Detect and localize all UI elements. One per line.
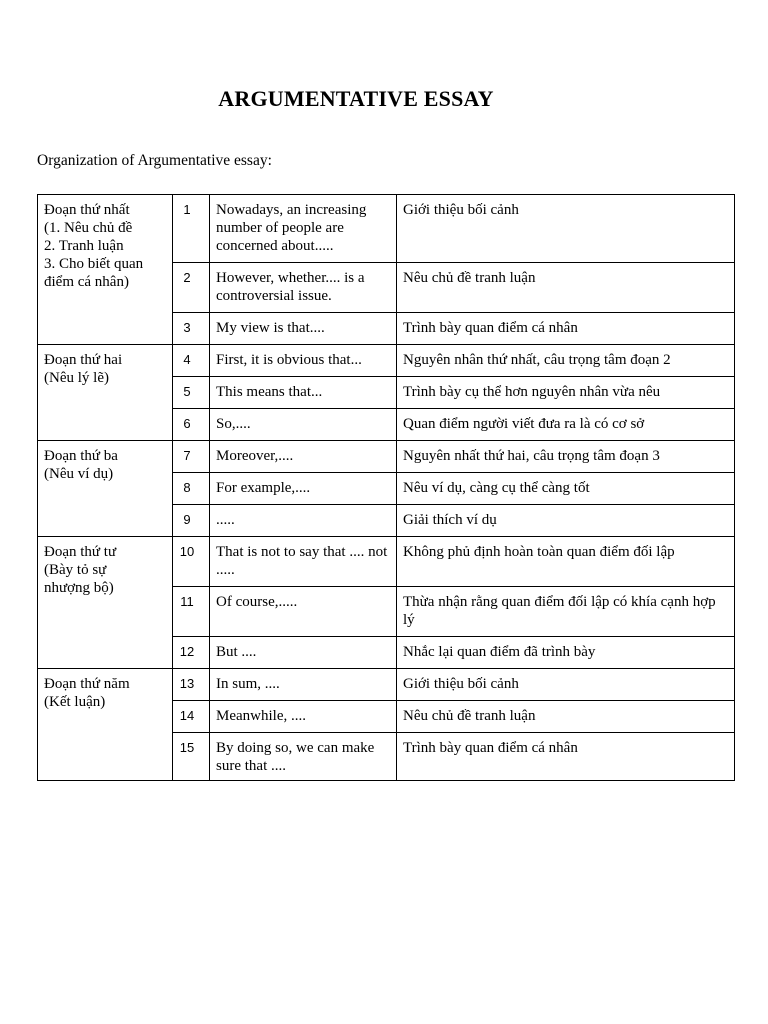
table-row [38, 669, 735, 701]
description-cell: Nêu ví dụ, càng cụ thể càng tốt [397, 473, 735, 505]
phrase-cell: For example,.... [210, 473, 397, 505]
description-cell: Giới thiệu bối cảnh [397, 195, 735, 263]
description-cell: Thừa nhận rằng quan điểm đối lập có khía cạnh hợp lý [397, 587, 735, 637]
section-label [38, 345, 173, 441]
row-number: 13 [173, 669, 210, 701]
description-cell: Nêu chủ đề tranh luận [397, 263, 735, 313]
description-cell: Nguyên nhất thứ hai, câu trọng tâm đoạn 3 [397, 441, 735, 473]
description-cell: Trình bày quan điểm cá nhân [397, 733, 735, 781]
description-cell: Giải thích ví dụ [397, 505, 735, 537]
table-row [38, 345, 735, 377]
phrase-cell: Of course,..... [210, 587, 397, 637]
description-cell: Giới thiệu bối cảnh [397, 669, 735, 701]
page-title: ARGUMENTATIVE ESSAY [218, 86, 494, 111]
section-label-line: Đoạn thứ ba [44, 448, 118, 464]
section-label-line: 3. Cho biết quan [44, 256, 144, 272]
row-number: 12 [173, 637, 210, 669]
row-number: 2 [173, 263, 210, 313]
document-subtitle: Organization of Argumentative essay: [37, 152, 272, 169]
description-cell: Trình bày cụ thể hơn nguyên nhân vừa nêu [397, 377, 735, 409]
section-label [38, 195, 173, 345]
section-label-line: Đoạn thứ năm [44, 676, 130, 692]
row-number: 15 [173, 733, 210, 781]
section-label [38, 669, 173, 781]
section-label-line: điểm cá nhân) [44, 274, 129, 290]
phrase-cell: My view is that.... [210, 313, 397, 345]
section-label-line: nhượng bộ) [44, 580, 114, 596]
description-cell: Nêu chủ đề tranh luận [397, 701, 735, 733]
row-number: 3 [173, 313, 210, 345]
section-label-line: (Nêu lý lẽ) [44, 370, 109, 386]
row-number: 11 [173, 587, 210, 637]
description-cell: Không phủ định hoàn toàn quan điểm đối lập [397, 537, 735, 587]
phrase-cell: Nowadays, an increasing number of people are concerned about..... [210, 195, 397, 263]
section-label-line: (Bày tỏ sự [44, 562, 107, 578]
row-number: 8 [173, 473, 210, 505]
phrase-cell: So,.... [210, 409, 397, 441]
phrase-cell: Meanwhile, .... [210, 701, 397, 733]
section-label-line: (Nêu ví dụ) [44, 466, 114, 482]
section-label-line: 2. Tranh luận [44, 238, 124, 254]
table-row [38, 537, 735, 587]
essay-structure-table [37, 194, 735, 781]
row-number: 5 [173, 377, 210, 409]
phrase-cell: However, whether.... is a controversial issue. [210, 263, 397, 313]
section-label [38, 441, 173, 537]
row-number: 7 [173, 441, 210, 473]
description-cell: Quan điểm người viết đưa ra là có cơ sở [397, 409, 735, 441]
phrase-cell: That is not to say that .... not ..... [210, 537, 397, 587]
description-cell: Nguyên nhân thứ nhất, câu trọng tâm đoạn 2 [397, 345, 735, 377]
description-cell: Nhắc lại quan điểm đã trình bày [397, 637, 735, 669]
phrase-cell: In sum, .... [210, 669, 397, 701]
row-number: 14 [173, 701, 210, 733]
section-label-line: (1. Nêu chủ đề [44, 220, 133, 236]
section-label-line: (Kết luận) [44, 694, 106, 710]
row-number: 6 [173, 409, 210, 441]
table-row [38, 441, 735, 473]
phrase-cell: By doing so, we can make sure that .... [210, 733, 397, 781]
section-label-line: Đoạn thứ nhất [44, 202, 130, 218]
phrase-cell: First, it is obvious that... [210, 345, 397, 377]
row-number: 1 [173, 195, 210, 263]
row-number: 10 [173, 537, 210, 587]
description-cell: Trình bày quan điểm cá nhân [397, 313, 735, 345]
section-label-line: Đoạn thứ hai [44, 352, 123, 368]
row-number: 9 [173, 505, 210, 537]
section-label-line: Đoạn thứ tư [44, 544, 117, 560]
phrase-cell: This means that... [210, 377, 397, 409]
phrase-cell: Moreover,.... [210, 441, 397, 473]
row-number: 4 [173, 345, 210, 377]
section-label [38, 537, 173, 669]
phrase-cell: But .... [210, 637, 397, 669]
phrase-cell: ..... [210, 505, 397, 537]
table-row [38, 195, 735, 263]
